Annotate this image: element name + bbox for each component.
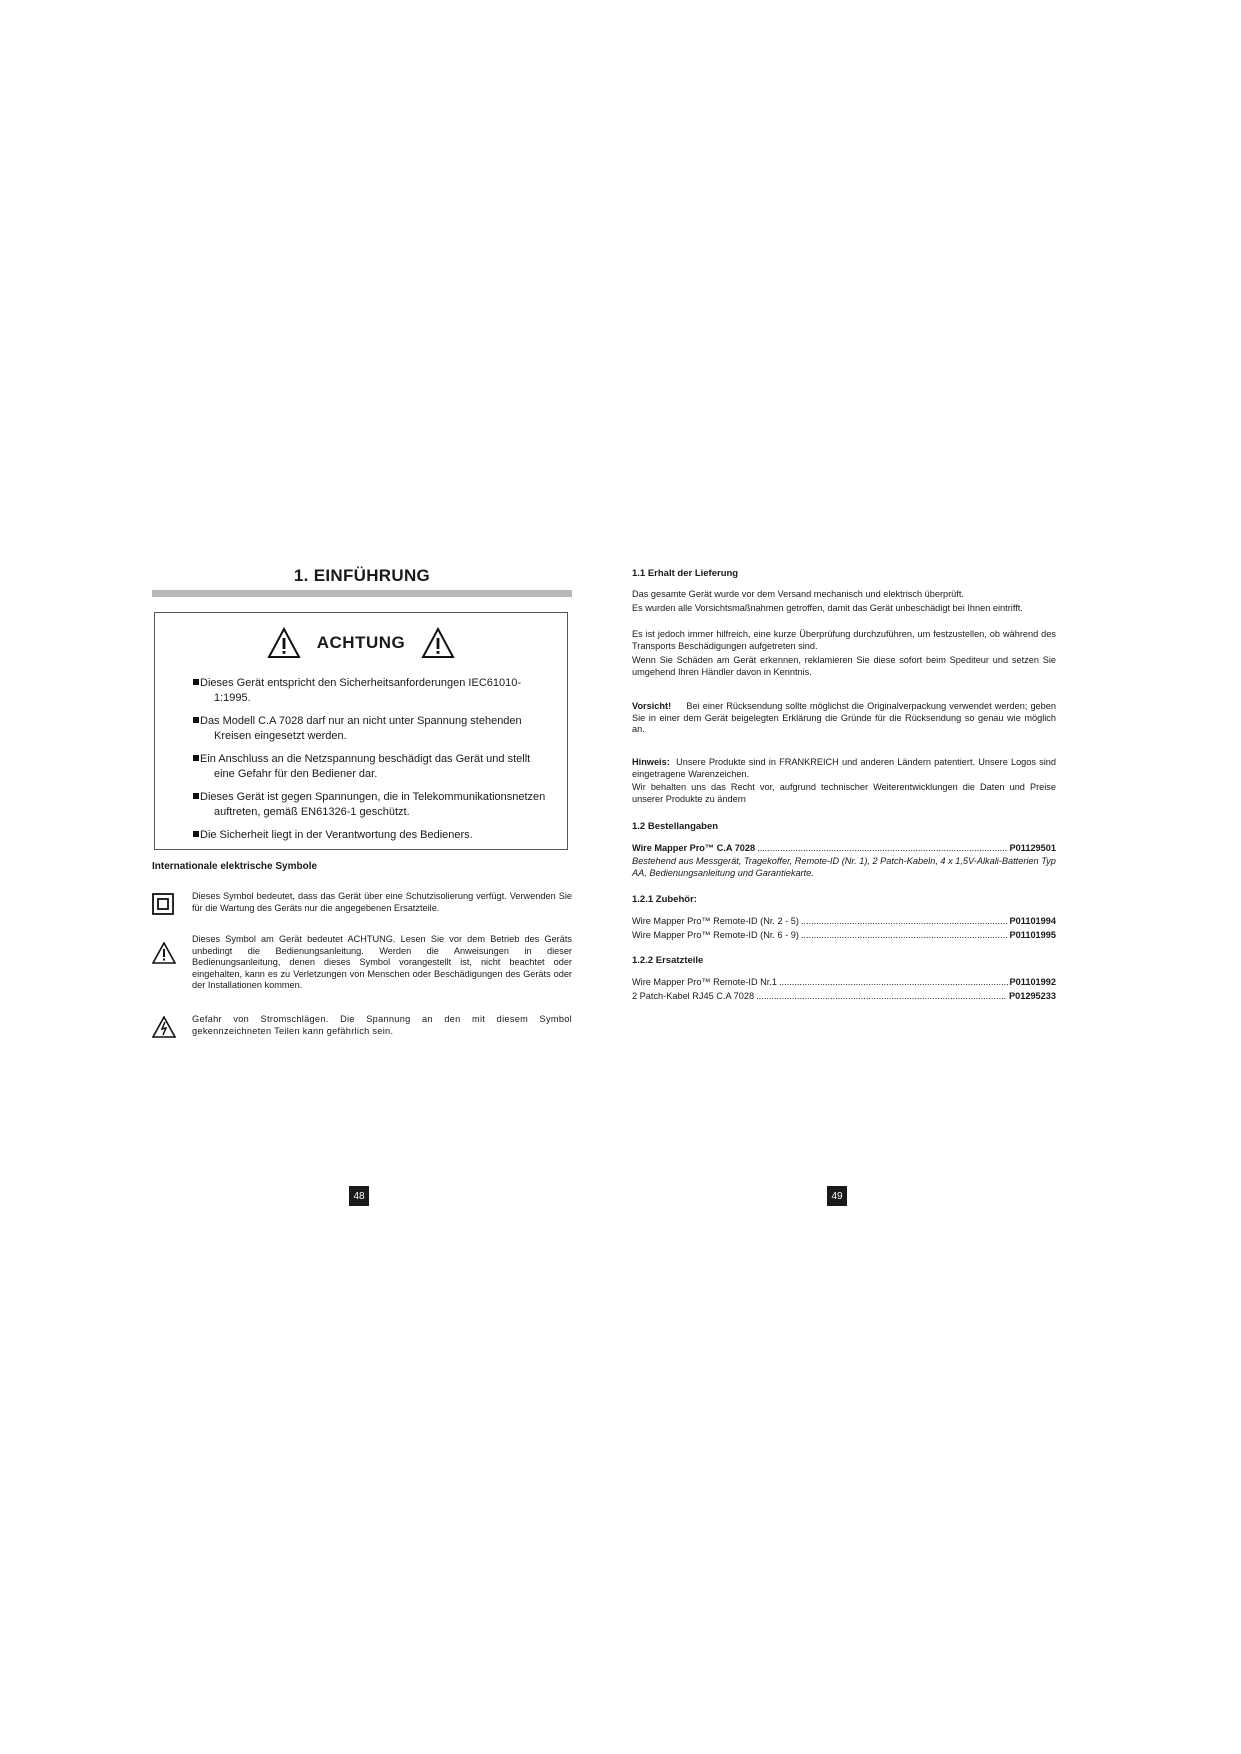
bullet-square-icon [193, 717, 199, 723]
paragraph: Es ist jedoch immer hilfreich, eine kurze Überprüfung durchzuführen, um festzustellen, ob während des Transports Beschädigungen aufgetreten sind. [632, 629, 1056, 651]
caution-label: Vorsicht! [632, 701, 672, 711]
section-heading: 1.2.1 Zubehör: [632, 894, 697, 905]
note-paragraph: Hinweis: Unsere Produkte sind in FRANKREICH und anderen Ländern patentiert. Unsere Logos sind eingetragene Warenzeichen. [632, 757, 1057, 779]
paragraph: Wenn Sie Schäden am Gerät erkennen, reklamieren Sie diese sofort beim Spediteur und setzen Sie umgehend Ihren Händler davon in Kenntnis. [632, 655, 1056, 677]
warning-item: Dieses Gerät entspricht den Sicherheitsanforderungen IEC61010-1:1995. [193, 676, 553, 706]
paragraph: Es wurden alle Vorsichtsmaßnahmen getroffen, damit das Gerät unbeschädigt bei Ihnen eintrifft. [632, 603, 1023, 613]
symbol-row [152, 934, 572, 998]
warning-header [155, 627, 567, 659]
symbols-heading: Internationale elektrische Symbole [152, 861, 318, 872]
right-page [620, 0, 1241, 1754]
section-heading: 1.1 Erhalt der Lieferung [632, 568, 739, 579]
warning-item: Ein Anschluss an die Netzspannung beschädigt das Gerät und stellt eine Gefahr für den Bediener dar. [193, 752, 553, 782]
section-heading: 1.2 Bestellangaben [632, 821, 719, 832]
symbol-row [152, 1014, 572, 1044]
note-label: Hinweis: [632, 757, 670, 767]
symbol-row [152, 891, 572, 921]
section-heading: 1.2.2 Ersatzteile [632, 955, 704, 966]
order-line: Wire Mapper Pro™ Remote-ID (Nr. 2 - 5) ..... P01101994 [632, 915, 1056, 927]
left-page [0, 0, 620, 1754]
warning-item: Die Sicherheit liegt in der Verantwortung des Bedieners. [193, 828, 553, 843]
caution-paragraph: Vorsicht! Bei einer Rücksendung sollte möglichst die Originalverpackung verwendet werden; geben Sie in einer dem Gerät beigelegten Erklärung die Gründe für die Rücksendung so genau wie möglich an. [632, 701, 1056, 734]
bullet-square-icon [193, 831, 199, 837]
warning-list [193, 676, 553, 851]
item-description: Bestehend aus Messgerät, Tragekoffer, Remote-ID (Nr. 1), 2 Patch-Kabeln, 4 x 1,5V-Alkali-Batterien Typ AA, Bedienungsanleitung und Garantiekarte. [632, 856, 1056, 878]
order-line: Wire Mapper Pro™ Remote-ID Nr.1 ..... P01101992 [632, 976, 1056, 988]
symbol-description: Dieses Symbol bedeutet, dass das Gerät über eine Schutzisolierung verfügt. Verwenden Sie für die Wartung des Geräts nur die angegebenen Ersatzteile. [192, 891, 572, 913]
leader-dots [801, 915, 1008, 927]
leader-dots [757, 842, 1007, 854]
bullet-square-icon [193, 755, 199, 761]
title-underline-bar [152, 590, 572, 597]
order-line: 2 Patch-Kabel RJ45 C.A 7028 ..... P01295233 [632, 990, 1056, 1002]
warning-label: ACHTUNG [316, 633, 406, 652]
leader-dots [801, 929, 1008, 941]
symbol-description: Dieses Symbol am Gerät bedeutet ACHTUNG. Lesen Sie vor dem Betrieb des Geräts unbedingt die Bedienungsanleitung. Werden die Anweisungen in dieser Bedienungsanleitung, denen dieses Symbol vorangestellt ist, nicht beachtet oder eingehalten, kann es zu Verletzungen von Menschen oder Beschädigungen des Geräts oder der Installationen kommen. [192, 934, 572, 990]
page-number: 48 [349, 1186, 369, 1206]
leader-dots [756, 990, 1007, 1002]
paragraph: Wir behalten uns das Recht vor, aufgrund technischer Weiterentwicklungen die Daten und Preise unserer Produkte zu ändern [632, 782, 1056, 804]
electric-shock-icon [152, 1016, 176, 1038]
warning-triangle-icon [421, 627, 455, 659]
warning-item: Dieses Gerät ist gegen Spannungen, die in Telekommunikationsnetzen auftreten, gemäß EN61326-1 geschützt. [193, 790, 553, 820]
caution-triangle-icon [152, 942, 176, 964]
double-insulation-icon [152, 893, 174, 915]
paragraph: Das gesamte Gerät wurde vor dem Versand mechanisch und elektrisch überprüft. [632, 589, 964, 599]
page-number: 49 [827, 1186, 847, 1206]
bullet-square-icon [193, 679, 199, 685]
symbol-description: Gefahr von Stromschlägen. Die Spannung an den mit diesem Symbol gekennzeichneten Teilen kann gefährlich sein. [192, 1014, 572, 1036]
warning-box [154, 612, 568, 850]
chapter-title: 1. EINFÜHRUNG [293, 566, 431, 585]
warning-item: Das Modell C.A 7028 darf nur an nicht unter Spannung stehenden Kreisen eingesetzt werden. [193, 714, 553, 744]
order-line: Wire Mapper Pro™ Remote-ID (Nr. 6 - 9) ..... P01101995 [632, 929, 1056, 941]
bullet-square-icon [193, 793, 199, 799]
order-line: Wire Mapper Pro™ C.A 7028 ..... P01129501 [632, 842, 1056, 854]
warning-triangle-icon [267, 627, 301, 659]
leader-dots [779, 976, 1008, 988]
